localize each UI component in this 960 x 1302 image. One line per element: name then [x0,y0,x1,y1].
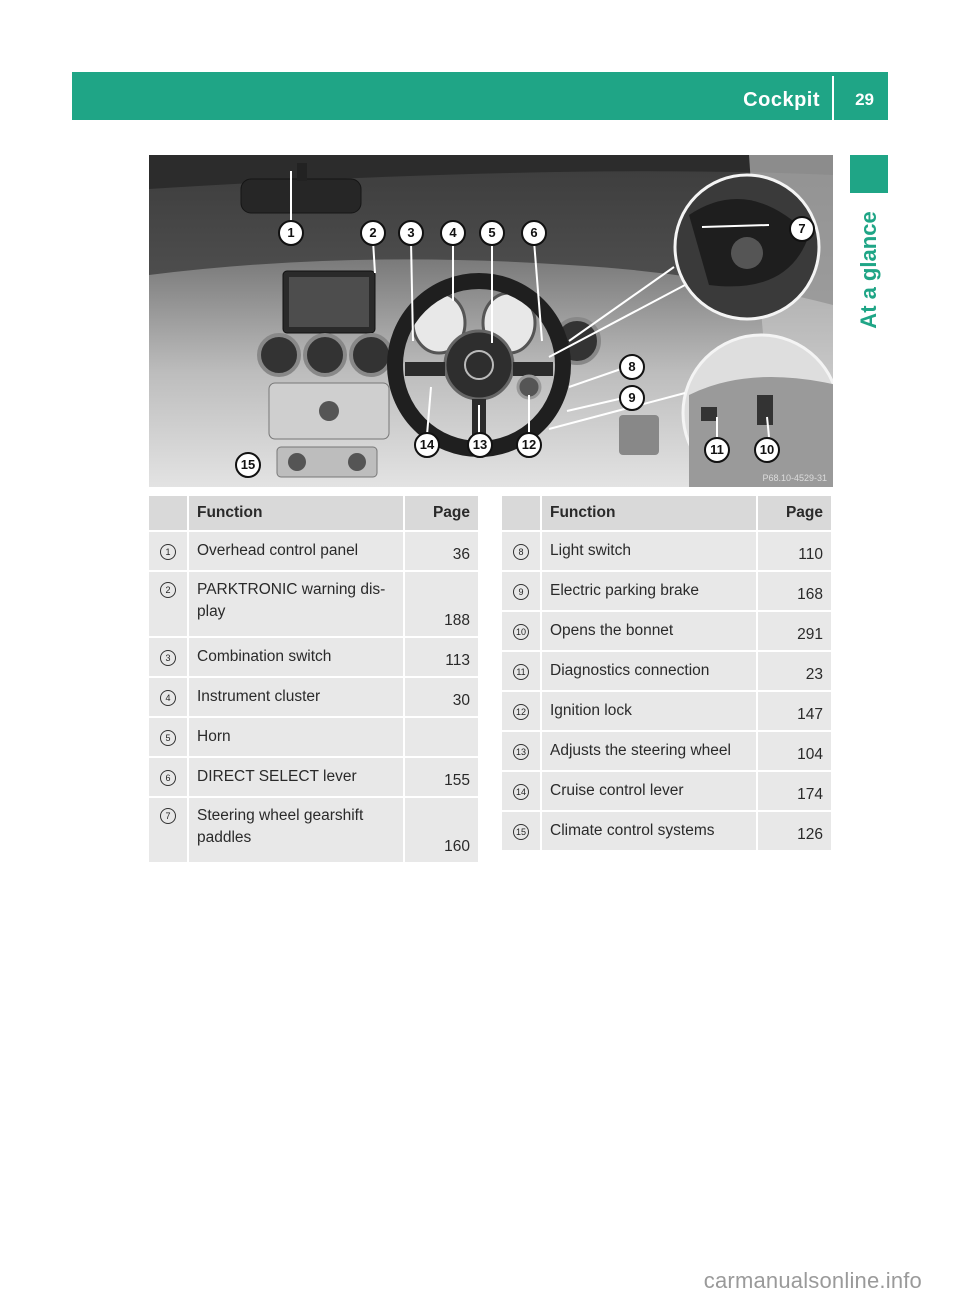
item-function: Cruise control lever [541,771,757,811]
callout-8: 8 [619,354,645,380]
item-number: 14 [513,784,529,800]
callout-1: 1 [278,220,304,246]
callout-7: 7 [789,216,815,242]
item-page[interactable]: 104 [757,731,832,771]
item-function: Instrument cluster [188,677,404,717]
callout-12: 12 [516,432,542,458]
table-row [502,771,832,811]
item-page[interactable]: 155 [404,757,479,797]
table-row [502,811,832,851]
item-function: Horn [188,717,404,757]
table-header-page: Page [757,496,832,531]
item-function: DIRECT SELECT lever [188,757,404,797]
item-function: Overhead control panel [188,531,404,571]
item-number: 5 [160,730,176,746]
item-function: Opens the bonnet [541,611,757,651]
item-page[interactable]: 23 [757,651,832,691]
item-function [188,571,404,637]
item-page[interactable]: 160 [404,797,479,863]
item-page[interactable]: 174 [757,771,832,811]
table-row [149,717,479,757]
figure-code: P68.10-4529-31 [762,473,827,483]
table-header-function: Function [541,496,757,531]
item-function: Combination switch [188,637,404,677]
item-function [188,797,404,863]
callout-4: 4 [440,220,466,246]
item-function: Electric parking brake [541,571,757,611]
table-header-blank [502,496,541,531]
callout-15: 15 [235,452,261,478]
table-row [502,531,832,571]
item-number: 11 [513,664,529,680]
item-page[interactable]: 147 [757,691,832,731]
item-number: 3 [160,650,176,666]
item-number: 4 [160,690,176,706]
item-function: Light switch [541,531,757,571]
table-header-function: Function [188,496,404,531]
item-number: 9 [513,584,529,600]
table-row [149,677,479,717]
side-tab-marker [850,155,888,193]
item-page[interactable]: 113 [404,637,479,677]
item-number: 12 [513,704,529,720]
item-number: 13 [513,744,529,760]
item-number: 15 [513,824,529,840]
item-function-line-1: PARKTRONIC warning dis- [197,581,386,598]
callout-13: 13 [467,432,493,458]
item-function: Ignition lock [541,691,757,731]
side-tab-label: At a glance [856,211,881,329]
table-row [149,531,479,571]
watermark: carmanualsonline.info [703,1268,922,1293]
callout-3: 3 [398,220,424,246]
table-row [149,637,479,677]
item-number: 1 [160,544,176,560]
item-function-line-2: paddles [197,829,252,846]
header-bar [72,72,888,120]
item-page[interactable]: 126 [757,811,832,851]
table-row [502,691,832,731]
item-page[interactable]: 168 [757,571,832,611]
item-function-line-1: Steering wheel gearshift [197,807,364,824]
item-page[interactable]: 291 [757,611,832,651]
callout-11: 11 [704,437,730,463]
callout-2: 2 [360,220,386,246]
item-number: 7 [160,808,176,824]
header-divider [832,76,834,120]
item-page[interactable]: 188 [404,571,479,637]
item-number: 8 [513,544,529,560]
function-table-right [502,496,833,852]
item-page[interactable]: 110 [757,531,832,571]
table-row [502,731,832,771]
callout-5: 5 [479,220,505,246]
table-row [149,797,479,863]
item-page [404,717,479,757]
table-row [502,571,832,611]
callout-6: 6 [521,220,547,246]
page-number: 29 [855,90,874,109]
item-number: 6 [160,770,176,786]
table-row [502,651,832,691]
table-row [149,571,479,637]
callout-10: 10 [754,437,780,463]
item-function: Adjusts the steering wheel [541,731,757,771]
callout-9: 9 [619,385,645,411]
item-page[interactable]: 30 [404,677,479,717]
table-header-page: Page [404,496,479,531]
item-page[interactable]: 36 [404,531,479,571]
table-row [502,611,832,651]
table-header-blank [149,496,188,531]
section-title: Cockpit [743,89,820,111]
item-function: Climate control systems [541,811,757,851]
cockpit-illustration [149,155,833,487]
item-number: 2 [160,582,176,598]
table-row [149,757,479,797]
side-tab [850,200,888,340]
function-table-left [149,496,480,864]
callout-14: 14 [414,432,440,458]
item-function: Diagnostics connection [541,651,757,691]
item-function-line-2: play [197,603,226,620]
item-number: 10 [513,624,529,640]
